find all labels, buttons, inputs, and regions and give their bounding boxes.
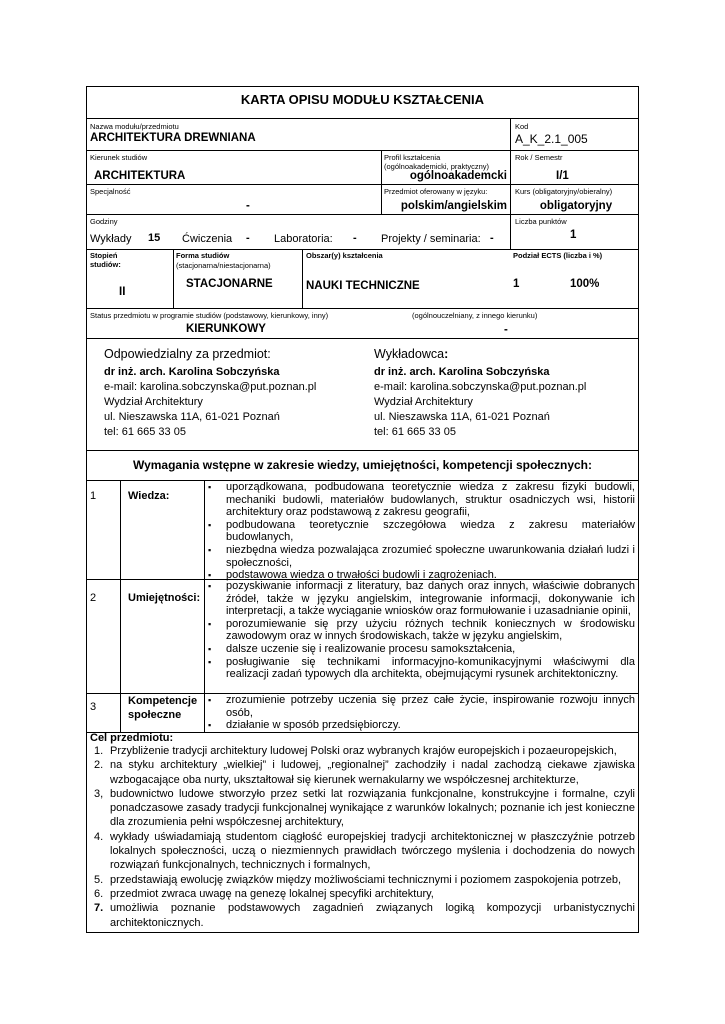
responsible-phone: tel: 61 665 33 05: [104, 426, 186, 438]
specialty-label: Specjalność: [90, 187, 131, 196]
profile-label: Profil kształcenia: [384, 153, 441, 162]
competencies-list: [206, 694, 635, 732]
year-value: I/1: [556, 170, 569, 182]
specialty-value: -: [246, 200, 250, 212]
exercises-label: Ćwiczenia: [182, 233, 233, 245]
divider: [86, 450, 639, 451]
requirements-heading: Wymagania wstępne w zakresie wiedzy, umiejętności, kompetencji społecznych:: [132, 458, 593, 472]
knowledge-list: [206, 481, 635, 582]
req-num-3: 3: [90, 701, 97, 713]
points-value: 1: [570, 229, 577, 241]
form-value: STACJONARNE: [186, 278, 273, 290]
divider: [510, 118, 511, 150]
divider: [204, 480, 205, 732]
ects-percent: 100%: [570, 278, 600, 290]
responsible-heading: Odpowiedzialny za przedmiot:: [104, 347, 271, 361]
status-value: KIERUNKOWY: [186, 323, 266, 335]
module-code: A_K_2.1_005: [515, 132, 588, 146]
lectures-label: Wykłady: [90, 233, 132, 245]
list-item: ▪ niezbędna wiedza pozwalająca zrozumieć społeczne uwarunkowania działań ludzi i społeczności,: [206, 544, 635, 569]
divider: [510, 150, 511, 184]
projects-value: -: [490, 232, 494, 244]
field-label: Kierunek studiów: [90, 153, 148, 162]
status-value-2: -: [504, 324, 508, 336]
lecturer-email: e-mail: karolina.sobczynska@put.poznan.pl: [374, 381, 587, 393]
divider: [86, 308, 639, 309]
list-item: 2. na styku architektury „wielkiej” i ludowej, „regionalnej” zachodziły i nadal zachodzą ciekawe zjawiska wzbogacające oba nurty, ukształtował się kierunek wernakularny we współczesnej architekturze,: [94, 759, 635, 786]
points-label: Liczba punktów: [515, 217, 567, 226]
list-item: 5. przedstawiają ewolucję związków między możliwościami technicznymi i poziomem zaspokojenia potrzeb,: [94, 873, 622, 886]
req-label-skills: Umiejętności:: [128, 592, 201, 604]
lab-label: Laboratoria:: [274, 233, 333, 245]
divider: [302, 249, 303, 308]
divider: [381, 184, 382, 214]
exercises-value: -: [246, 232, 250, 244]
req-num-2: 2: [90, 592, 97, 604]
list-item: 4. wykłady uświadamiają studentom ciągłość europejskiej tradycji architektonicznej w płaszczyźnie potrzeb lokalnych społeczności, uczą o niezmiennych prawidłach twórczego myślenia i dochodzenia do nowych rozwiązań funkcjonalnych, technicznych i formalnych,: [94, 830, 635, 872]
divider: [120, 480, 121, 732]
projects-label: Projekty / seminaria:: [381, 233, 481, 245]
course-value: obligatoryjny: [539, 200, 613, 212]
field-value: ARCHITEKTURA: [94, 170, 186, 182]
list-item: 3, budownictwo ludowe stworzyło przez setki lat rozwiązania funkcjonalne, konstrukcyjne i formalne, czyli ponadczasowe zasady tradycji funkcjonalnej wynikające z warunków lokalnych; poznanie ich jest konieczne dla zrozumienia pełni współczesnej architektury,: [94, 787, 635, 829]
lab-value: -: [353, 232, 357, 244]
year-label: Rok / Semestr: [515, 153, 563, 162]
lecturer-name: dr inż. arch. Karolina Sobczyńska: [374, 366, 550, 378]
divider: [86, 249, 639, 250]
responsible-faculty: Wydział Architektury: [104, 396, 203, 408]
goals-heading: Cel przedmiotu:: [90, 732, 174, 744]
list-item: ▪ posługiwanie się technikami informacyjno-komunikacyjnymi właściwymi dla realizacji zadań typowych dla architekta, obejmującymi rysunek architektoniczny.: [206, 656, 635, 681]
level-label: Stopień studiów:: [90, 251, 121, 269]
ects-number: 1: [513, 278, 520, 290]
list-item: ▪ podbudowana teoretycznie szczegółowa wiedza z zakresu materiałów budowlanych,: [206, 519, 635, 544]
divider: [86, 118, 639, 119]
lecturer-phone: tel: 61 665 33 05: [374, 426, 456, 438]
req-num-1: 1: [90, 490, 97, 502]
list-item: ▪ podstawowa wiedza o trwałości budowli i zagrożeniach.: [206, 569, 635, 582]
area-value: NAUKI TECHNICZNE: [306, 280, 420, 292]
lecturer-faculty: Wydział Architektury: [374, 396, 473, 408]
status-label-2: (ogólnouczelniany, z innego kierunku): [412, 311, 538, 320]
language-label: Przedmiot oferowany w języku:: [384, 187, 488, 196]
divider: [381, 150, 382, 184]
divider: [86, 150, 639, 151]
lecturer-address: ul. Nieszawska 11A, 61-021 Poznań: [374, 411, 550, 423]
language-value: polskim/angielskim: [400, 200, 507, 212]
area-label: Obszar(y) kształcenia: [306, 251, 383, 260]
divider: [510, 214, 511, 249]
list-item: ▪ uporządkowana, podbudowana teoretycznie wiedza z zakresu fizyki budowli, mechaniki budowli, materiałów budowlanych, struktur osadniczych wsi, historii architektury oraz podstawową z zakresu geografii,: [206, 481, 635, 519]
module-name-label: Nazwa modułu/przedmiotu: [90, 122, 179, 131]
code-label: Kod: [515, 122, 529, 131]
lectures-value: 15: [148, 232, 161, 244]
list-item: 1. Przybliżenie tradycji architektury ludowej Polski oraz wybranych krajów europejskich i pozaeuropejskich,: [94, 745, 617, 757]
lecturer-heading: Wykładowca:: [374, 347, 449, 361]
page-title: KARTA OPISU MODUŁU KSZTAŁCENIA: [240, 92, 485, 107]
course-label: Kurs (obligatoryjny/obieralny): [515, 187, 613, 196]
divider: [86, 338, 639, 339]
form-label: Forma studiów: [176, 251, 230, 260]
level-value: II: [119, 286, 126, 298]
profile-sublabel: (ogólnoakademicki, praktyczny): [384, 162, 490, 171]
responsible-name: dr inż. arch. Karolina Sobczyńska: [104, 366, 280, 378]
responsible-email: e-mail: karolina.sobczynska@put.poznan.pl: [104, 381, 317, 393]
responsible-address: ul. Nieszawska 11A, 61-021 Poznań: [104, 411, 280, 423]
divider: [86, 184, 639, 185]
skills-list: [206, 580, 635, 681]
profile-value: ogólnoakademcki: [409, 170, 507, 182]
status-label: Status przedmiotu w programie studiów (podstawowy, kierunkowy, inny): [90, 311, 329, 320]
list-item: ▪ działanie w sposób przedsiębiorczy.: [206, 719, 635, 732]
req-label-competencies: Kompetencje: [128, 695, 198, 707]
divider: [510, 184, 511, 214]
form-sublabel: (stacjonarna/niestacjonarna): [176, 261, 271, 270]
ects-label: Podział ECTS (liczba i %): [513, 251, 603, 260]
list-item: 6. przedmiot zwraca uwagę na genezę lokalnej specyfiki architektury,: [94, 887, 434, 900]
list-item: ▪ porozumiewanie się przy użyciu różnych technik koniecznych w środowisku zawodowym oraz w innych środowiskach, także w języku angielskim,: [206, 618, 635, 643]
divider: [173, 249, 174, 308]
list-item: ▪ zrozumienie potrzeby uczenia się przez całe życie, inspirowanie rozwoju innych osób,: [206, 694, 635, 719]
list-item: 7. umożliwia poznanie podstawowych zagadnień związanych logiką kompozycji urbanistycznychi architektonicznych.: [94, 902, 635, 929]
list-item: ▪ dalsze uczenie się i realizowanie procesu samokształcenia,: [206, 643, 635, 656]
goals-list: [86, 744, 637, 930]
hours-label: Godziny: [90, 217, 118, 226]
module-name: ARCHITEKTURA DREWNIANA: [90, 132, 256, 144]
req-label-social: społeczne: [128, 709, 182, 721]
req-label-knowledge: Wiedza:: [128, 490, 170, 502]
divider: [86, 214, 639, 215]
list-item: ▪ pozyskiwanie informacji z literatury, baz danych oraz innych, właściwie dobranych źródeł, także w języku angielskim, integrowanie informacji, dokonywanie ich interpretacji, a także wyciąganie wniosków oraz formułowanie i uzasadnianie opinii,: [206, 580, 635, 618]
